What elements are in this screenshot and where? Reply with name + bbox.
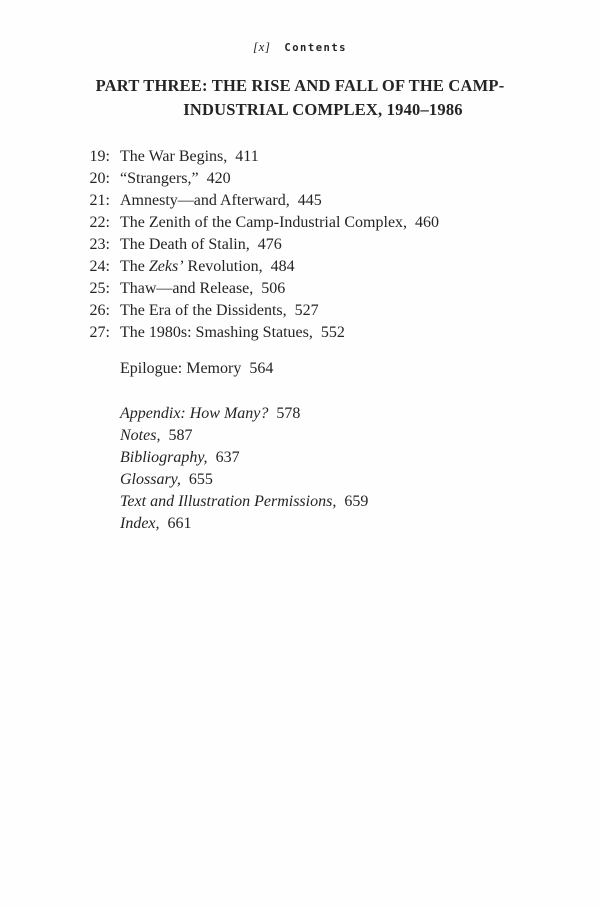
chapter-row bbox=[88, 278, 439, 300]
chapter-title-segment: The Death of Stalin, bbox=[120, 236, 250, 253]
chapter-list bbox=[88, 146, 439, 344]
back-matter-page-number: 655 bbox=[188, 471, 213, 488]
chapter-row bbox=[88, 190, 439, 212]
chapter-title-segment: The Era of the Dissidents, bbox=[120, 302, 287, 319]
chapter-page-number: 420 bbox=[206, 170, 231, 187]
back-matter-title: Text and Illustration Permissions, bbox=[120, 493, 337, 510]
chapter-number: 19: bbox=[89, 148, 110, 165]
back-matter-title: Notes, bbox=[120, 427, 161, 444]
part-heading bbox=[0, 74, 600, 122]
back-matter-row bbox=[120, 513, 368, 535]
chapter-row bbox=[88, 212, 439, 234]
chapter-number: 24: bbox=[89, 258, 110, 275]
chapter-title bbox=[120, 280, 253, 297]
chapter-number: 21: bbox=[89, 192, 110, 209]
back-matter-row bbox=[120, 403, 368, 425]
chapter-title bbox=[120, 302, 287, 319]
chapter-title-segment: Zeks’ bbox=[148, 258, 184, 275]
chapter-title-segment: The War Begins, bbox=[120, 148, 228, 165]
chapter-title bbox=[120, 236, 250, 253]
part-heading-line2: INDUSTRIAL COMPLEX, 1940–1986 bbox=[183, 100, 463, 119]
chapter-title bbox=[120, 192, 290, 209]
back-matter-title: Index, bbox=[120, 515, 160, 532]
chapter-page-number: 476 bbox=[257, 236, 282, 253]
chapter-title bbox=[120, 148, 227, 165]
back-matter-row bbox=[120, 469, 368, 491]
running-head bbox=[0, 38, 600, 57]
chapter-title bbox=[120, 214, 407, 231]
chapter-page-number: 484 bbox=[270, 258, 295, 275]
back-matter-page-number: 637 bbox=[215, 449, 240, 466]
chapter-number: 26: bbox=[89, 302, 110, 319]
back-matter-row bbox=[120, 447, 368, 469]
chapter-number: 22: bbox=[89, 214, 110, 231]
contents-running-title: Contents bbox=[284, 42, 347, 54]
chapter-row bbox=[88, 146, 439, 168]
chapter-page-number: 445 bbox=[297, 192, 322, 209]
chapter-page-number: 527 bbox=[294, 302, 319, 319]
chapter-title-segment: “Strangers,” bbox=[120, 170, 199, 187]
chapter-page-number: 552 bbox=[320, 324, 345, 341]
chapter-row bbox=[88, 300, 439, 322]
chapter-number: 25: bbox=[89, 280, 110, 297]
chapter-title bbox=[120, 324, 313, 341]
epilogue-title: Epilogue: Memory bbox=[120, 360, 242, 377]
back-matter-row bbox=[120, 491, 368, 513]
part-heading-line1: PART THREE: THE RISE AND FALL OF THE CAMP- bbox=[95, 76, 505, 95]
page-folio: [x] bbox=[253, 39, 271, 54]
back-matter-list bbox=[120, 403, 368, 535]
chapter-number: 23: bbox=[89, 236, 110, 253]
chapter-page-number: 460 bbox=[415, 214, 440, 231]
chapter-title-segment: Revolution, bbox=[183, 258, 263, 275]
chapter-title-segment: Thaw—and Release, bbox=[120, 280, 254, 297]
back-matter-page-number: 661 bbox=[167, 515, 192, 532]
back-matter-row bbox=[120, 425, 368, 447]
chapter-title bbox=[120, 258, 263, 275]
chapter-title-segment: The Zenith of the Camp-Industrial Complex, bbox=[120, 214, 408, 231]
chapter-row bbox=[88, 234, 439, 256]
back-matter-page-number: 587 bbox=[168, 427, 193, 444]
chapter-title-segment: Amnesty—and Afterward, bbox=[120, 192, 290, 209]
chapter-page-number: 411 bbox=[235, 148, 259, 165]
chapter-title bbox=[120, 170, 199, 187]
chapter-row bbox=[88, 322, 439, 344]
back-matter-page-number: 578 bbox=[276, 405, 301, 422]
chapter-row bbox=[88, 168, 439, 190]
epilogue-page-number: 564 bbox=[249, 360, 274, 377]
back-matter-title: Appendix: How Many? bbox=[120, 405, 269, 422]
chapter-row bbox=[88, 256, 439, 278]
back-matter-title: Bibliography, bbox=[120, 449, 208, 466]
chapter-title-segment: The bbox=[120, 258, 149, 275]
epilogue-entry bbox=[120, 358, 273, 380]
chapter-page-number: 506 bbox=[261, 280, 286, 297]
back-matter-page-number: 659 bbox=[344, 493, 369, 510]
back-matter-title: Glossary, bbox=[120, 471, 181, 488]
chapter-number: 20: bbox=[89, 170, 110, 187]
chapter-title-segment: The 1980s: Smashing Statues, bbox=[120, 324, 313, 341]
chapter-number: 27: bbox=[89, 324, 110, 341]
